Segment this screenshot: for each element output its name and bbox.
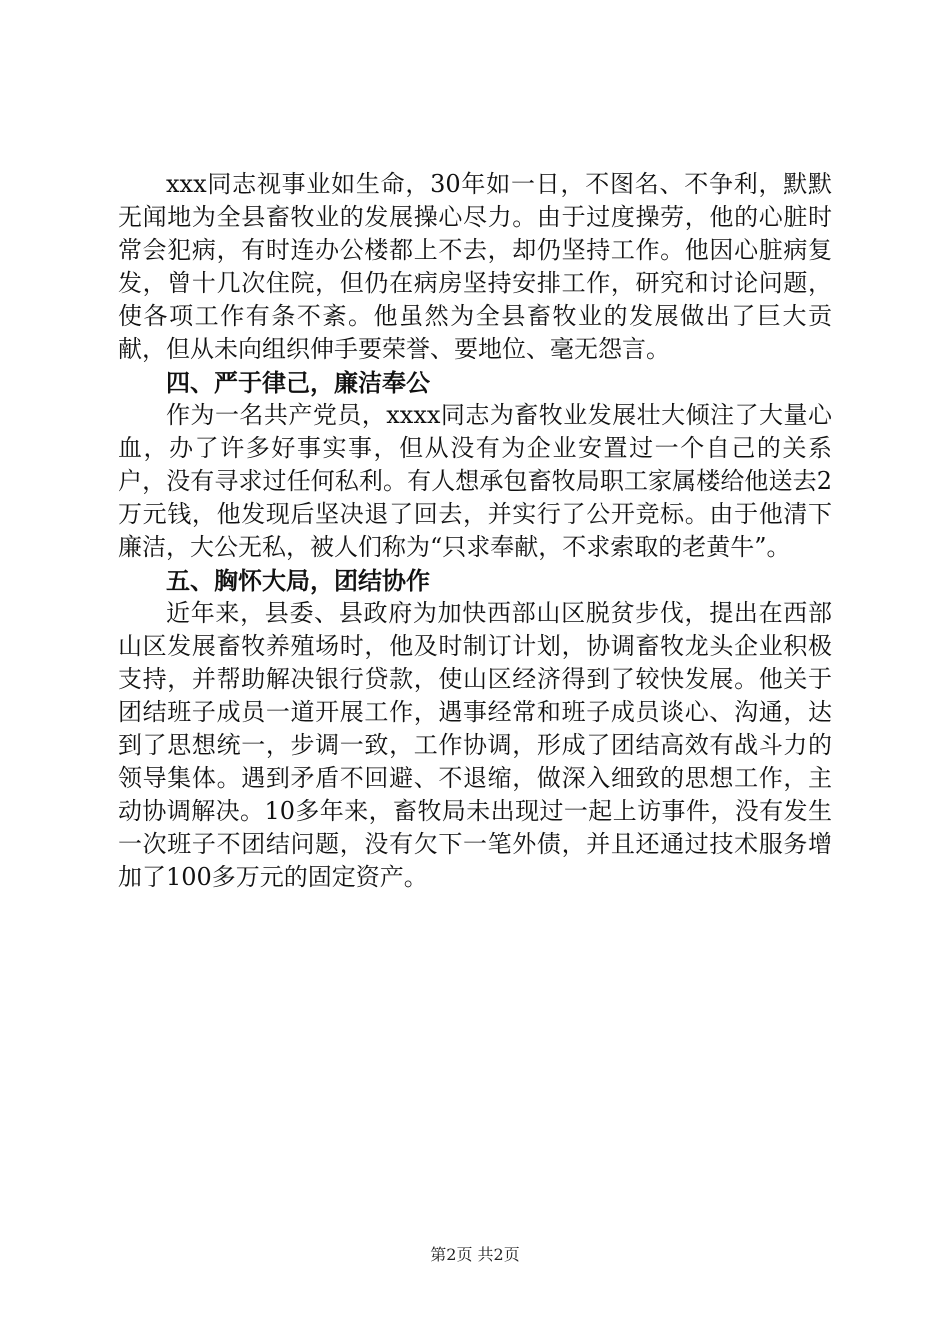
paragraph-integrity: 作为一名共产党员，xxxx同志为畜牧业发展壮大倾注了大量心血，办了许多好事实事，但从没有为企业安置过一个自己的关系户，没有寻求过任何私利。有人想承包畜牧局职工家属楼给他送去2万元钱，他发现后坚决退了回去，并实行了公开竞标。由于他清下廉洁，大公无私，被人们称为“只求奉献，不求索取的老黄牛”。: [118, 401, 832, 561]
section-heading-five: 五、胸怀大局，团结协作: [166, 566, 430, 595]
paragraph-unity: 近年来，县委、县政府为加快西部山区脱贫步伐，提出在西部山区发展畜牧养殖场时，他及时制订计划，协调畜牧龙头企业积极支持，并帮助解决银行贷款，使山区经济得到了较快发展。他关于团结班子成员一道开展工作，遇事经常和班子成员谈心、沟通，达到了思想统一，步调一致，工作协调，形成了团结高效有战斗力的领导集体。遇到矛盾不回避、不退缩，做深入细致的思想工作，主动协调解决。10多年来，畜牧局未出现过一起上访事件，没有发生一次班子不团结问题，没有欠下一笔外债，并且还通过技术服务增加了100多万元的固定资产。: [118, 599, 832, 891]
paragraph-dedication: xxx同志视事业如生命，30年如一日，不图名、不争利，默默无闻地为全县畜牧业的发展操心尽力。由于过度操劳，他的心脏时常会犯病，有时连办公楼都上不去，却仍坚持工作。他因心脏病复发，曾十几次住院，但仍在病房坚持安排工作，研究和讨论问题，使各项工作有条不紊。他虽然为全县畜牧业的发展做出了巨大贡献，但从未向组织伸手要荣誉、要地位、毫无怨言。: [118, 170, 832, 363]
document-body: [118, 168, 832, 894]
section-heading-four: 四、严于律己，廉洁奉公: [166, 368, 430, 397]
page-footer: 第2页 共2页: [430, 1245, 520, 1264]
